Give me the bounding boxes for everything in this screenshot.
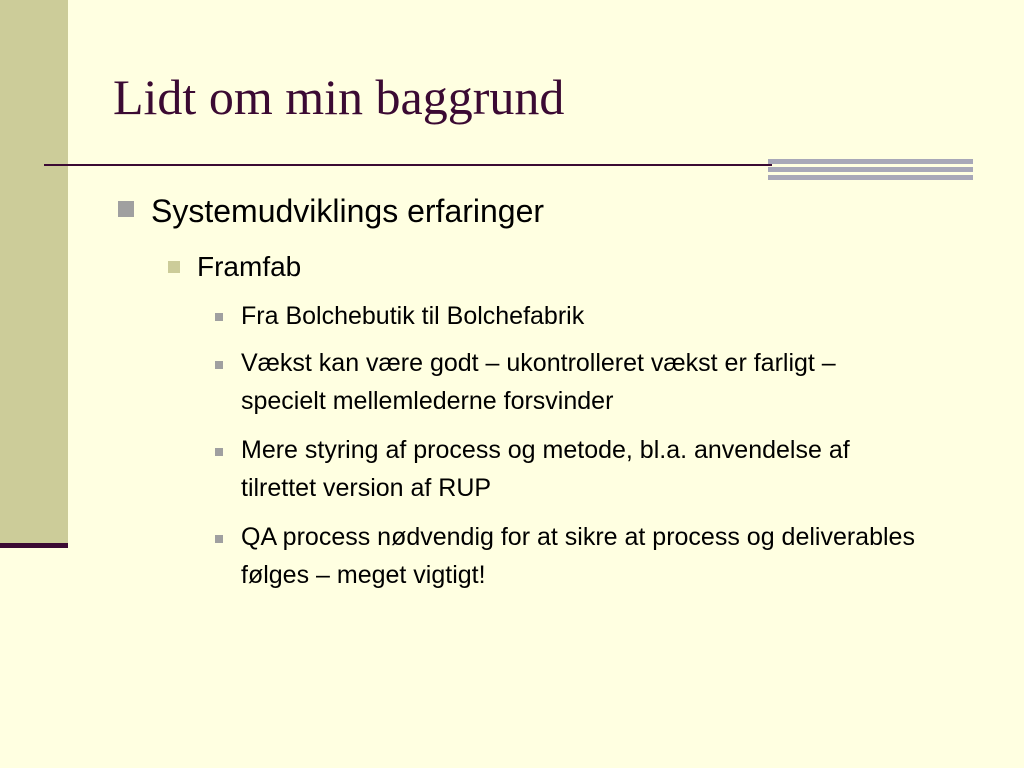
- bullet-level3-text: Vækst kan være godt – ukontrolleret vækst er farligt – specielt mellemlederne forsvinder: [241, 349, 836, 415]
- bullet-level3-text: Mere styring af process og metode, bl.a. anvendelse af tilrettet version af RUP: [241, 436, 850, 502]
- bullet-level3-text: Fra Bolchebutik til Bolchefabrik: [241, 302, 585, 330]
- bullet-level1-text: Systemudviklings erfaringer: [151, 193, 545, 229]
- square-bullet-icon: [215, 361, 223, 369]
- square-bullet-icon: [215, 313, 223, 321]
- square-bullet-icon: [168, 261, 180, 273]
- bullet-level2-text: Framfab: [197, 251, 302, 282]
- square-bullet-icon: [118, 201, 134, 217]
- square-bullet-icon: [215, 448, 223, 456]
- square-bullet-icon: [215, 535, 223, 543]
- slide-title: Lidt om min baggrund: [113, 69, 565, 125]
- bullet-level3-text: QA process nødvendig for at sikre at process og deliverables følges – meget vigtigt!: [241, 523, 915, 589]
